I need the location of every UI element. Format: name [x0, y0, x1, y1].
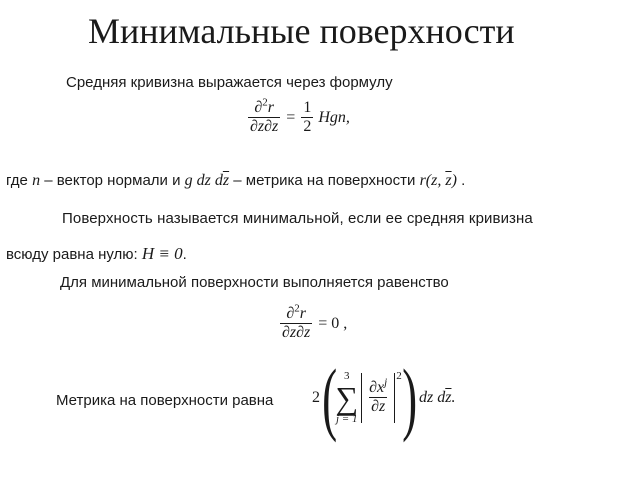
radius-vector-var: r	[267, 99, 274, 116]
formula2-rhs: = 0 ,	[318, 315, 348, 333]
derivative-order: 2	[262, 96, 268, 109]
definition-line2	[6, 244, 187, 264]
where-text-normal: – вектор нормали и	[40, 172, 185, 189]
abs-exponent: 2	[396, 370, 402, 382]
derivative-order-2: 2	[294, 302, 300, 315]
partial-z: ∂z	[371, 397, 386, 415]
half-numerator: 1	[303, 99, 312, 116]
second-derivative-fraction-2	[280, 302, 312, 342]
sum-lower-limit: j = 1	[335, 413, 358, 425]
denominator: $\partial z\partial\overline{z}$	[250, 117, 279, 135]
intro-text: Средняя кривизна выражается через формулу	[66, 74, 393, 91]
page-title: Минимальные поверхности	[88, 11, 515, 51]
half-fraction	[301, 100, 313, 136]
where-line	[6, 172, 465, 190]
metric-differentials: dz $d\overline{z}$.	[419, 389, 456, 406]
sum-sign: ∑	[335, 380, 359, 416]
formula1-rhs: Hgn,	[318, 109, 350, 127]
where-end: .	[456, 172, 466, 189]
metric-text: Метрика на поверхности равна	[56, 392, 274, 409]
definition-line1: Поверхность называется минимальной, если ее средняя кривизна	[62, 210, 533, 227]
second-derivative-fraction	[248, 96, 280, 136]
metric-formula	[312, 352, 456, 443]
half-denominator: 2	[303, 117, 312, 135]
partial-symbol: ∂	[254, 99, 263, 116]
abs-value	[361, 373, 395, 423]
partial-symbol-2: ∂	[286, 305, 295, 322]
left-paren: (	[322, 352, 338, 443]
definition-end: .	[182, 246, 187, 263]
definition-text: всюду равна нулю:	[6, 246, 142, 263]
summation	[335, 371, 358, 425]
metric-expr: g dz $d\overline{z}$	[184, 172, 230, 189]
minimal-surface-text: Для минимальной поверхности выполняется равенство	[60, 274, 449, 291]
mean-curvature-formula	[246, 96, 350, 136]
denominator-2: $\partial z\partial\overline{z}$	[282, 323, 311, 341]
partial-x: ∂x	[369, 378, 385, 396]
metric-coefficient: 2	[312, 389, 320, 406]
partial-x-fraction	[367, 376, 389, 416]
zero-curvature-condition: H ≡ 0	[141, 244, 183, 263]
sum-upper-limit: 3	[343, 370, 350, 382]
minimal-surface-formula	[278, 302, 348, 342]
where-text-metric: – метрика на поверхности	[229, 172, 420, 189]
coordinate-index: j	[384, 376, 388, 389]
surface-expr: r(z, $\overline{z}$)	[419, 172, 457, 189]
equals-sign: =	[286, 109, 296, 127]
radius-vector-var-2: r	[299, 305, 306, 322]
right-paren: )	[401, 352, 417, 443]
normal-var: n	[32, 172, 41, 189]
where-word: где	[6, 172, 33, 189]
